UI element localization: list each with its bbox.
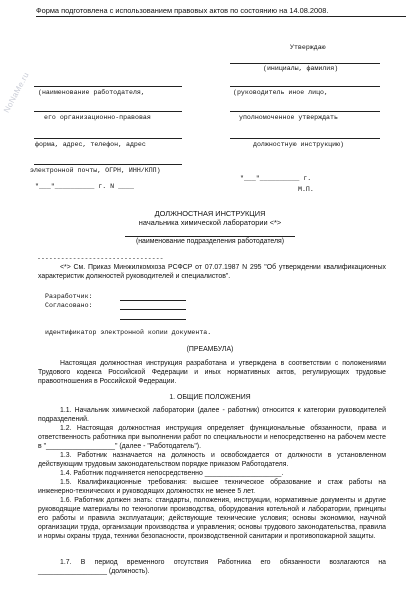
head-label-3: должностную инструкцию) — [253, 141, 345, 148]
approval-date-field: "___"__________ г. — [240, 175, 312, 182]
developer-line — [120, 300, 186, 301]
preamble-text: Настоящая должностная инструкция разработана и утверждена в соответствии с положениями Трудового кодекса Российской Федерации и иных нормативных актов, регулирующих трудовые правоотношения в Российской Федерации. — [38, 360, 386, 385]
employer-label-4: электронной почты, ОГРН, ИНН/КПП) — [30, 167, 161, 174]
developer-label: Разработчик: — [45, 293, 93, 300]
section-item-1-6: 1.6. Работник должен знать: стандарты, положения, инструкции, нормативные документы и другие руководящие материалы по технологии производства, оборудования котельной и лаборатории, принципы его работы и правила эксплуатации; действующие технические условия; основы экономики, научной организации труда, организации производства и управления; основы трудового законодательства, правила и нормы охраны труда, техники безопасности, производственной санитарии и противопожарной защиты. — [38, 497, 386, 540]
section-item-1-3: 1.3. Работник назначается на должность и освобождается от должности в установленном действующим трудовым законодательством порядке приказом Работодателя. — [38, 452, 386, 468]
preamble-heading: (ПРЕАМБУЛА) — [186, 346, 234, 353]
section-item-1-7: 1.7. В период временного отсутствия Работника его обязанности возлагаются на __________________ (должность). — [38, 559, 386, 575]
section-item-1-1: 1.1. Начальник химической лаборатории (далее - работник) относится к категории руководителей подразделений. — [38, 407, 386, 423]
head-label-1: (руководитель иное лицо, — [233, 89, 328, 96]
section-1-heading: 1. ОБЩИЕ ПОЛОЖЕНИЯ — [169, 394, 251, 401]
electronic-identifier: идентификатор электронной копии документа. — [45, 329, 212, 336]
signature-line — [230, 63, 380, 64]
watermark-logo — [2, 40, 31, 122]
head-label-2: уполномоченное утверждать — [239, 114, 338, 121]
footnote-separator: -------------------------------- — [37, 255, 164, 262]
head-line-2 — [230, 111, 380, 112]
employer-line-3 — [34, 138, 182, 139]
head-line — [230, 86, 380, 87]
stamp-place: М.П. — [298, 186, 314, 193]
section-item-1-5: 1.5. Квалификационные требования: высшее техническое образование и стаж работы на инженерно-технических и руководящих должностях не менее 5 лет. — [38, 479, 386, 495]
subdivision-line — [125, 236, 295, 237]
employer-label-1: (наименование работодателя, — [38, 89, 145, 96]
order-date-field: "___"__________ г. N ____ — [35, 183, 134, 190]
agreed-label: Согласовано: — [45, 302, 93, 309]
employer-line-2 — [34, 111, 182, 112]
section-item-1-2: 1.2. Настоящая должностная инструкция определяет функциональные обязанности, права и ответственность работника при выполнении работ по специальности и непосредственно на рабочем месте в "__________________" (далее - "Работодатель"). — [38, 425, 386, 450]
initials-label: (инициалы, фамилия) — [263, 65, 339, 72]
agreed-line-2 — [120, 319, 186, 320]
employer-label-3: форма, адрес, телефон, адрес — [35, 141, 146, 148]
document-subtitle: начальника химической лаборатории <*> — [138, 218, 282, 227]
approve-word: Утверждаю — [290, 44, 326, 51]
watermark-text: NoNaMe.ru — [2, 70, 31, 115]
head-line-3 — [230, 138, 380, 139]
section-item-1-4: 1.4. Работник подчиняется непосредственно ____________________. — [60, 470, 284, 477]
employer-label-2: его организационно-правовая — [44, 114, 151, 121]
header-note: Форма подготовлена с использованием правовых актов по состоянию на 14.08.2008. — [36, 6, 406, 17]
agreed-line — [120, 309, 186, 310]
document-title: ДОЛЖНОСТНАЯ ИНСТРУКЦИЯ — [154, 209, 266, 218]
employer-line — [34, 86, 182, 87]
footnote-text: <*> См. Приказ Минжилкомхоза РСФСР от 07.07.1987 N 295 "Об утверждении квалификационных характеристик должностей руководителей и специалистов". — [38, 264, 386, 280]
employer-line-4 — [34, 164, 182, 165]
subdivision-label: (наименование подразделения работодателя) — [135, 238, 285, 245]
